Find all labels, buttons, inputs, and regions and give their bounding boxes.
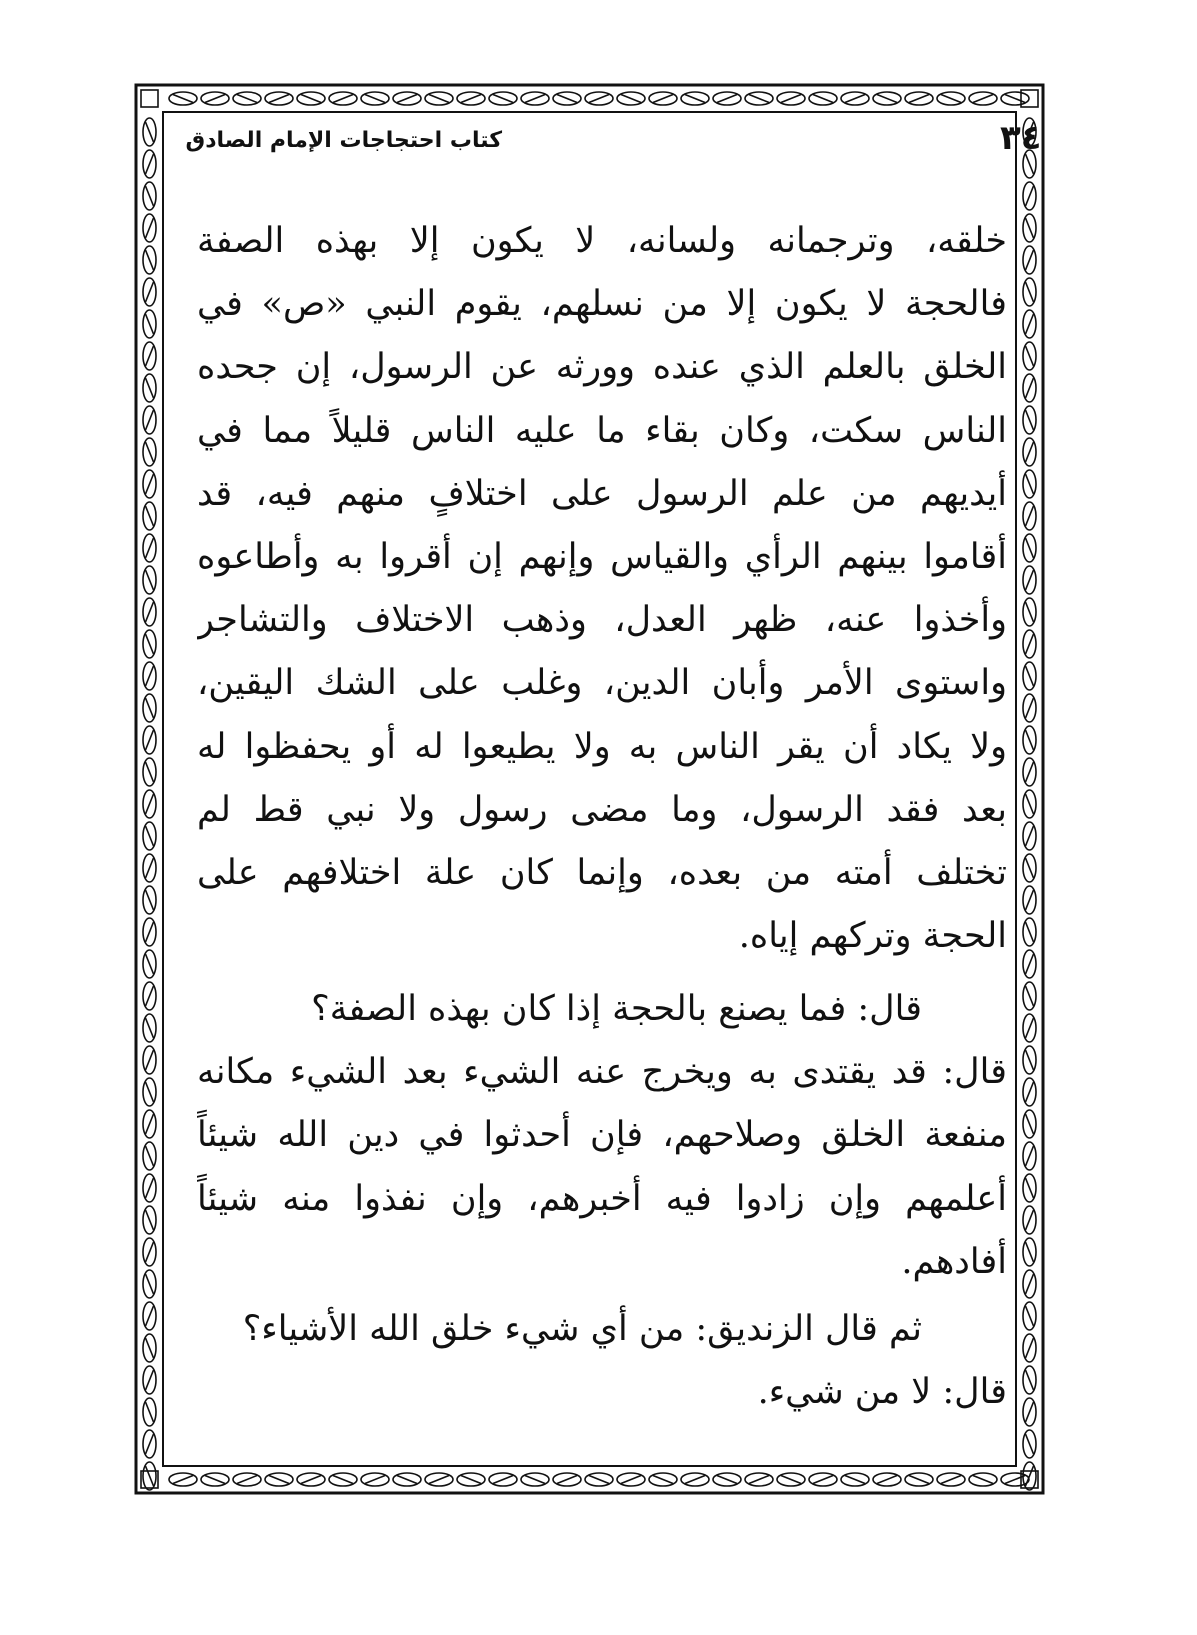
border-chain-twist <box>269 1476 289 1484</box>
text-line: واستوى الأمر وأبان الدين، وغلب على الشك اليقين، <box>197 663 1007 704</box>
border-chain-twist <box>621 1476 641 1484</box>
border-chain-twist <box>1026 1018 1034 1038</box>
border-chain-twist <box>589 1476 609 1484</box>
border-chain-twist <box>146 1050 154 1070</box>
border-chain-twist <box>146 570 154 590</box>
border-chain-twist <box>429 95 449 103</box>
text-line: وأخذوا عنه، ظهر العدل، وذهب الاختلاف والتشاجر <box>197 600 1007 641</box>
border-chain-twist <box>1026 410 1034 430</box>
border-chain-twist <box>146 474 154 494</box>
text-line: قال: قد يقتدى به ويخرج عنه الشيء بعد الشيء مكانه <box>197 1052 1007 1093</box>
border-chain-twist <box>1026 954 1034 974</box>
border-chain-twist <box>146 314 154 334</box>
border-chain-twist <box>1026 346 1034 366</box>
border-chain-twist <box>146 1114 154 1134</box>
border-chain-twist <box>653 1476 673 1484</box>
border-chain-twist <box>146 122 154 142</box>
border-chain-twist <box>1026 1338 1034 1358</box>
border-chain-twist <box>146 826 154 846</box>
border-chain-twist <box>1026 1082 1034 1102</box>
border-chain-twist <box>493 95 513 103</box>
border-chain-twist <box>146 730 154 750</box>
border-chain-twist <box>1026 1242 1034 1262</box>
text-line: أعلمهم وإن زادوا فيه أخبرهم، وإن نفذوا منه شيئاً <box>197 1178 1007 1219</box>
border-chain-twist <box>1026 602 1034 622</box>
border-chain-twist <box>173 95 193 103</box>
border-chain-twist <box>1026 826 1034 846</box>
border-chain-twist <box>461 1476 481 1484</box>
border-chain-twist <box>525 95 545 103</box>
border-chain-twist <box>1026 442 1034 462</box>
border-chain-twist <box>146 954 154 974</box>
border-chain-twist <box>1026 730 1034 750</box>
border-chain-twist <box>589 95 609 103</box>
border-chain-twist <box>1026 314 1034 334</box>
border-chain-twist <box>749 95 769 103</box>
border-chain-twist <box>685 95 705 103</box>
paragraph-2 <box>197 978 1007 1294</box>
border-chain-twist <box>1026 634 1034 654</box>
text-line: أيديهم من علم الرسول على اختلافٍ منهم فيه، قد <box>197 473 1007 514</box>
border-chain-twist <box>941 1476 961 1484</box>
border-chain-twist <box>1026 986 1034 1006</box>
border-chain-twist <box>1026 282 1034 302</box>
border-chain-twist <box>525 1476 545 1484</box>
border-chain-twist <box>1026 1178 1034 1198</box>
border-chain-twist <box>685 1476 705 1484</box>
border-chain-twist <box>1026 1274 1034 1294</box>
border-chain-twist <box>146 1306 154 1326</box>
border-chain-twist <box>813 1476 833 1484</box>
border-chain-twist <box>146 1370 154 1390</box>
border-chain-twist <box>146 250 154 270</box>
border-chain-twist <box>1026 1210 1034 1230</box>
border-chain-twist <box>621 95 641 103</box>
text-line: أقاموا بينهم الرأي والقياس وإنهم إن أقروا به وأطاعوه <box>197 536 1007 577</box>
border-chain-twist <box>146 698 154 718</box>
border-chain-twist <box>1026 890 1034 910</box>
border-chain-twist <box>146 282 154 302</box>
border-chain-twist <box>1026 378 1034 398</box>
border-chain-twist <box>1026 1434 1034 1454</box>
border-chain-twist <box>301 95 321 103</box>
paragraph-1 <box>197 210 1007 968</box>
border-chain-twist <box>269 95 289 103</box>
border-chain-twist <box>1026 474 1034 494</box>
border-chain-twist <box>146 346 154 366</box>
border-chain-twist <box>333 95 353 103</box>
border-chain-twist <box>146 410 154 430</box>
border-chain-twist <box>146 1242 154 1262</box>
border-chain-twist <box>173 1476 193 1484</box>
border-chain-twist <box>146 794 154 814</box>
border-chain-twist <box>781 95 801 103</box>
border-chain-twist <box>146 986 154 1006</box>
border-chain-twist <box>1026 1370 1034 1390</box>
border-chain-twist <box>941 95 961 103</box>
text-line: أفادهم. <box>901 1241 1007 1282</box>
paragraph-3 <box>197 1298 1007 1424</box>
border-chain-twist <box>1026 762 1034 782</box>
text-line: تختلف أمته من بعده، وإنما كان علة اختلافهم على <box>197 852 1007 893</box>
border-chain-twist <box>146 922 154 942</box>
border-chain-twist <box>146 890 154 910</box>
text-line: ولا يكاد أن يقر الناس به ولا يطيعوا له أو يحفظوا له <box>197 726 1007 767</box>
book-title: كتاب احتجاجات الإمام الصادق <box>185 128 502 153</box>
border-chain-twist <box>146 762 154 782</box>
border-chain-twist <box>146 1466 154 1486</box>
border-chain-twist <box>146 1434 154 1454</box>
border-chain-twist <box>146 858 154 878</box>
border-chain-twist <box>909 1476 929 1484</box>
border-chain-twist <box>146 1146 154 1166</box>
text-line: ثم قال الزنديق: من أي شيء خلق الله الأشياء؟ <box>242 1309 922 1349</box>
border-chain-twist <box>397 95 417 103</box>
border-chain-twist <box>1026 666 1034 686</box>
border-chain-twist <box>1026 698 1034 718</box>
border-chain-twist <box>1005 1476 1025 1484</box>
border-chain-twist <box>1026 250 1034 270</box>
border-chain-twist <box>146 442 154 462</box>
border-chain-twist <box>1026 1402 1034 1422</box>
text-line: قال: لا من شيء. <box>757 1372 1007 1413</box>
border-chain-twist <box>237 95 257 103</box>
border-chain-twist <box>1026 538 1034 558</box>
border-chain-twist <box>877 1476 897 1484</box>
text-line: الناس سكت، وكان بقاء ما عليه الناس قليلاً مما في <box>197 410 1007 451</box>
border-chain-twist <box>301 1476 321 1484</box>
border-chain-twist <box>1026 1114 1034 1134</box>
border-chain-twist <box>146 538 154 558</box>
border-chain-twist <box>781 1476 801 1484</box>
border-chain-twist <box>146 1210 154 1230</box>
border-chain-twist <box>909 95 929 103</box>
border-chain-twist <box>365 95 385 103</box>
border-chain-twist <box>429 1476 449 1484</box>
border-chain-twist <box>1026 186 1034 206</box>
text-line: الحجة وتركهم إياه. <box>738 916 1007 957</box>
text-line: فالحجة لا يكون إلا من نسلهم، يقوم النبي «ص» في <box>197 284 1007 325</box>
text-line: بعد فقد الرسول، وما مضى رسول ولا نبي قط لم <box>197 789 1007 830</box>
page-number: ٣٤ <box>1000 118 1042 158</box>
border-chain-twist <box>493 1476 513 1484</box>
border-chain-twist <box>813 95 833 103</box>
border-chain-twist <box>146 506 154 526</box>
border-chain-twist <box>1026 1050 1034 1070</box>
border-chain-twist <box>146 1178 154 1198</box>
border-chain-twist <box>1026 858 1034 878</box>
border-corner <box>141 90 158 107</box>
text-line: الخلق بالعلم الذي عنده وورثه عن الرسول، إن جحده <box>197 347 1007 388</box>
border-chain-twist <box>397 1476 417 1484</box>
border-chain-twist <box>146 1274 154 1294</box>
border-chain-twist <box>973 1476 993 1484</box>
border-chain-twist <box>146 154 154 174</box>
border-chain-twist <box>146 634 154 654</box>
border-chain-twist <box>653 95 673 103</box>
text-line: منفعة الخلق وصلاحهم، فإن أحدثوا في دين الله شيئاً <box>197 1115 1007 1156</box>
border-chain-twist <box>557 1476 577 1484</box>
border-chain-twist <box>1026 922 1034 942</box>
border-chain-twist <box>717 95 737 103</box>
border-chain-twist <box>146 378 154 398</box>
border-chain-twist <box>1005 95 1025 103</box>
border-chain-twist <box>205 95 225 103</box>
border-chain-twist <box>557 95 577 103</box>
border-chain-twist <box>146 666 154 686</box>
border-chain-twist <box>237 1476 257 1484</box>
border-chain-twist <box>1026 794 1034 814</box>
border-chain-twist <box>1026 1146 1034 1166</box>
border-chain-twist <box>973 95 993 103</box>
border-chain-twist <box>205 1476 225 1484</box>
border-chain-twist <box>845 95 865 103</box>
border-chain-twist <box>146 1018 154 1038</box>
border-chain-twist <box>461 95 481 103</box>
border-chain-twist <box>146 186 154 206</box>
border-chain-twist <box>146 1402 154 1422</box>
border-chain-twist <box>365 1476 385 1484</box>
border-chain-twist <box>146 1082 154 1102</box>
border-chain-twist <box>146 218 154 238</box>
border-chain-twist <box>146 602 154 622</box>
border-chain-twist <box>845 1476 865 1484</box>
text-line: خلقه، وترجمانه ولسانه، لا يكون إلا بهذه الصفة <box>197 221 1007 261</box>
border-chain-twist <box>1026 570 1034 590</box>
border-chain-twist <box>1026 1306 1034 1326</box>
border-chain-twist <box>1026 218 1034 238</box>
border-chain-twist <box>749 1476 769 1484</box>
border-chain-twist <box>1026 506 1034 526</box>
border-chain-twist <box>717 1476 737 1484</box>
border-chain-twist <box>146 1338 154 1358</box>
text-line: قال: فما يصنع بالحجة إذا كان بهذه الصفة؟ <box>311 989 922 1029</box>
border-chain-twist <box>877 95 897 103</box>
border-chain-twist <box>333 1476 353 1484</box>
